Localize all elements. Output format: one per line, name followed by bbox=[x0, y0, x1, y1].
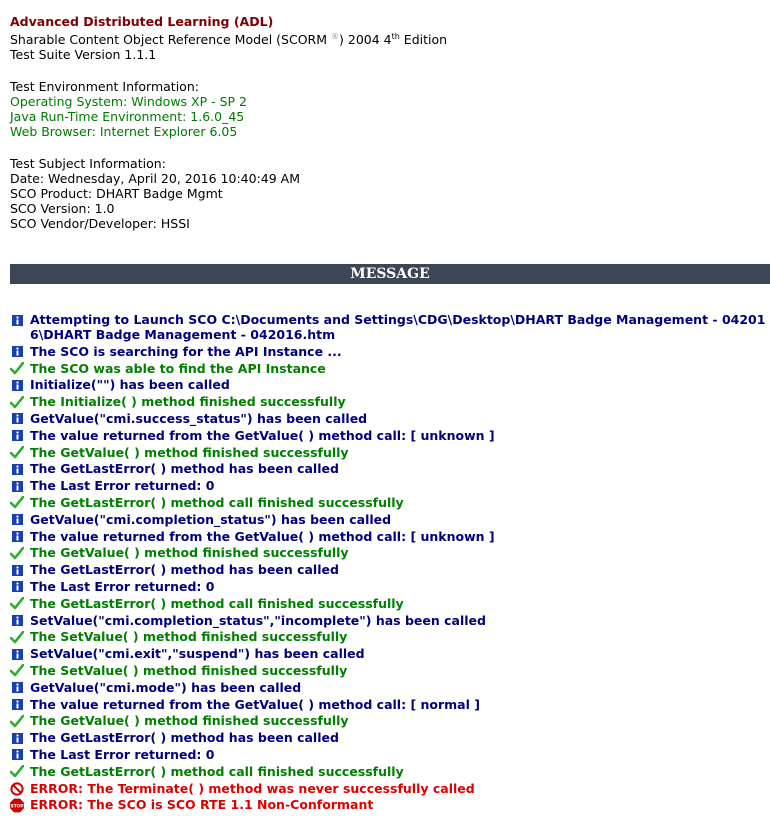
message-row bbox=[10, 629, 770, 644]
message-row bbox=[10, 697, 770, 712]
info-icon bbox=[10, 614, 24, 628]
message-text: ERROR: The SCO is SCO RTE 1.1 Non-Conformant bbox=[30, 797, 374, 813]
message-row bbox=[10, 428, 770, 443]
message-header-bar: MESSAGE bbox=[10, 264, 770, 284]
message-text: SetValue("cmi.completion_status","incomplete") has been called bbox=[30, 612, 486, 628]
message-text: The GetValue( ) method finished successfully bbox=[30, 444, 349, 460]
report-header bbox=[10, 14, 447, 231]
message-row bbox=[10, 312, 770, 342]
message-text: The value returned from the GetValue( ) method call: [ unknown ] bbox=[30, 528, 495, 544]
info-icon bbox=[10, 698, 24, 712]
checkmark-icon bbox=[10, 496, 24, 510]
info-icon bbox=[10, 681, 24, 695]
subject-product: SCO Product: DHART Badge Mgmt bbox=[10, 186, 223, 202]
message-row bbox=[10, 545, 770, 560]
message-text: ERROR: The Terminate( ) method was never successfully called bbox=[30, 780, 475, 796]
checkmark-icon bbox=[10, 597, 24, 611]
message-row bbox=[10, 579, 770, 594]
message-text: The Initialize( ) method finished successfully bbox=[30, 394, 346, 410]
checkmark-icon bbox=[10, 546, 24, 560]
message-text: The value returned from the GetValue( ) method call: [ normal ] bbox=[30, 696, 480, 712]
subject-version: SCO Version: 1.0 bbox=[10, 201, 115, 217]
env-title: Test Environment Information: bbox=[10, 79, 199, 95]
info-icon bbox=[10, 513, 24, 527]
info-icon bbox=[10, 647, 24, 661]
checkmark-icon bbox=[10, 395, 24, 409]
info-icon bbox=[10, 345, 24, 359]
info-icon bbox=[10, 412, 24, 426]
info-icon bbox=[10, 313, 24, 327]
message-text: GetValue("cmi.mode") has been called bbox=[30, 679, 302, 695]
message-row bbox=[10, 781, 770, 796]
message-text: The Last Error returned: 0 bbox=[30, 578, 215, 594]
message-row bbox=[10, 613, 770, 628]
message-text: The SCO is searching for the API Instance ... bbox=[30, 343, 342, 359]
scorm-edition-mid: ) 2004 4 bbox=[339, 32, 392, 48]
stop-sign-icon bbox=[10, 798, 24, 812]
message-row bbox=[10, 461, 770, 476]
message-text: The GetLastError( ) method has been called bbox=[30, 562, 339, 578]
env-os: Operating System: Windows XP - SP 2 bbox=[10, 94, 247, 110]
checkmark-icon bbox=[10, 630, 24, 644]
message-text: The Last Error returned: 0 bbox=[30, 478, 215, 494]
message-text: Attempting to Launch SCO C:\Documents and Settings\CDG\Desktop\DHART Badge Management - 042016\DHART Badge Management - 042016.htm bbox=[30, 312, 766, 342]
message-row bbox=[10, 512, 770, 527]
checkmark-icon bbox=[10, 362, 24, 376]
checkmark-icon bbox=[10, 446, 24, 460]
svg-text:STOP: STOP bbox=[10, 804, 24, 810]
message-text: Initialize("") has been called bbox=[30, 377, 230, 393]
message-row bbox=[10, 680, 770, 695]
message-text: The GetValue( ) method finished successfully bbox=[30, 545, 349, 561]
message-row bbox=[10, 562, 770, 577]
message-log bbox=[10, 312, 770, 814]
checkmark-icon bbox=[10, 765, 24, 779]
org-title: Advanced Distributed Learning (ADL) bbox=[10, 14, 274, 29]
edition-suffix: th bbox=[391, 32, 400, 41]
message-text: SetValue("cmi.exit","suspend") has been called bbox=[30, 646, 365, 662]
message-text: GetValue("cmi.completion_status") has been called bbox=[30, 511, 392, 527]
message-text: The GetLastError( ) method has been called bbox=[30, 730, 339, 746]
info-icon bbox=[10, 462, 24, 476]
message-row bbox=[10, 394, 770, 409]
message-text: The GetLastError( ) method has been called bbox=[30, 461, 339, 477]
info-icon bbox=[10, 563, 24, 577]
subject-date: Date: Wednesday, April 20, 2016 10:40:49 AM bbox=[10, 171, 301, 187]
info-icon bbox=[10, 530, 24, 544]
message-text: The SCO was able to find the API Instance bbox=[30, 360, 326, 376]
message-text: The GetLastError( ) method call finished successfully bbox=[30, 595, 404, 611]
message-text: The SetValue( ) method finished successfully bbox=[30, 629, 348, 645]
message-text: The GetLastError( ) method call finished successfully bbox=[30, 763, 404, 779]
message-text: GetValue("cmi.success_status") has been called bbox=[30, 410, 368, 426]
message-text: The value returned from the GetValue( ) method call: [ unknown ] bbox=[30, 427, 495, 443]
message-text: The GetLastError( ) method call finished successfully bbox=[30, 494, 404, 510]
info-icon bbox=[10, 580, 24, 594]
message-row bbox=[10, 377, 770, 392]
message-row bbox=[10, 529, 770, 544]
message-row bbox=[10, 797, 770, 812]
message-text: The GetValue( ) method finished successfully bbox=[30, 713, 349, 729]
no-entry-icon bbox=[10, 782, 24, 796]
message-row bbox=[10, 764, 770, 779]
subject-title: Test Subject Information: bbox=[10, 156, 166, 172]
suite-version: Test Suite Version 1.1.1 bbox=[10, 47, 157, 63]
info-icon bbox=[10, 748, 24, 762]
registered-mark: ® bbox=[331, 32, 340, 41]
message-row bbox=[10, 713, 770, 728]
message-row bbox=[10, 361, 770, 376]
info-icon bbox=[10, 479, 24, 493]
message-row bbox=[10, 663, 770, 678]
info-icon bbox=[10, 429, 24, 443]
scorm-edition-post: Edition bbox=[399, 32, 448, 48]
info-icon bbox=[10, 731, 24, 745]
checkmark-icon bbox=[10, 714, 24, 728]
message-row bbox=[10, 495, 770, 510]
message-row bbox=[10, 730, 770, 745]
message-text: The SetValue( ) method finished successfully bbox=[30, 662, 348, 678]
info-icon bbox=[10, 378, 24, 392]
message-row bbox=[10, 478, 770, 493]
message-text: The Last Error returned: 0 bbox=[30, 746, 215, 762]
scorm-edition bbox=[10, 29, 447, 47]
env-browser: Web Browser: Internet Explorer 6.05 bbox=[10, 124, 238, 140]
env-jre: Java Run-Time Environment: 1.6.0_45 bbox=[10, 109, 245, 125]
message-row bbox=[10, 596, 770, 611]
message-row bbox=[10, 344, 770, 359]
message-row bbox=[10, 646, 770, 661]
message-row bbox=[10, 445, 770, 460]
checkmark-icon bbox=[10, 664, 24, 678]
scorm-edition-pre: Sharable Content Object Reference Model (SCORM bbox=[10, 32, 328, 48]
message-row bbox=[10, 411, 770, 426]
message-row bbox=[10, 747, 770, 762]
subject-vendor: SCO Vendor/Developer: HSSI bbox=[10, 216, 190, 232]
